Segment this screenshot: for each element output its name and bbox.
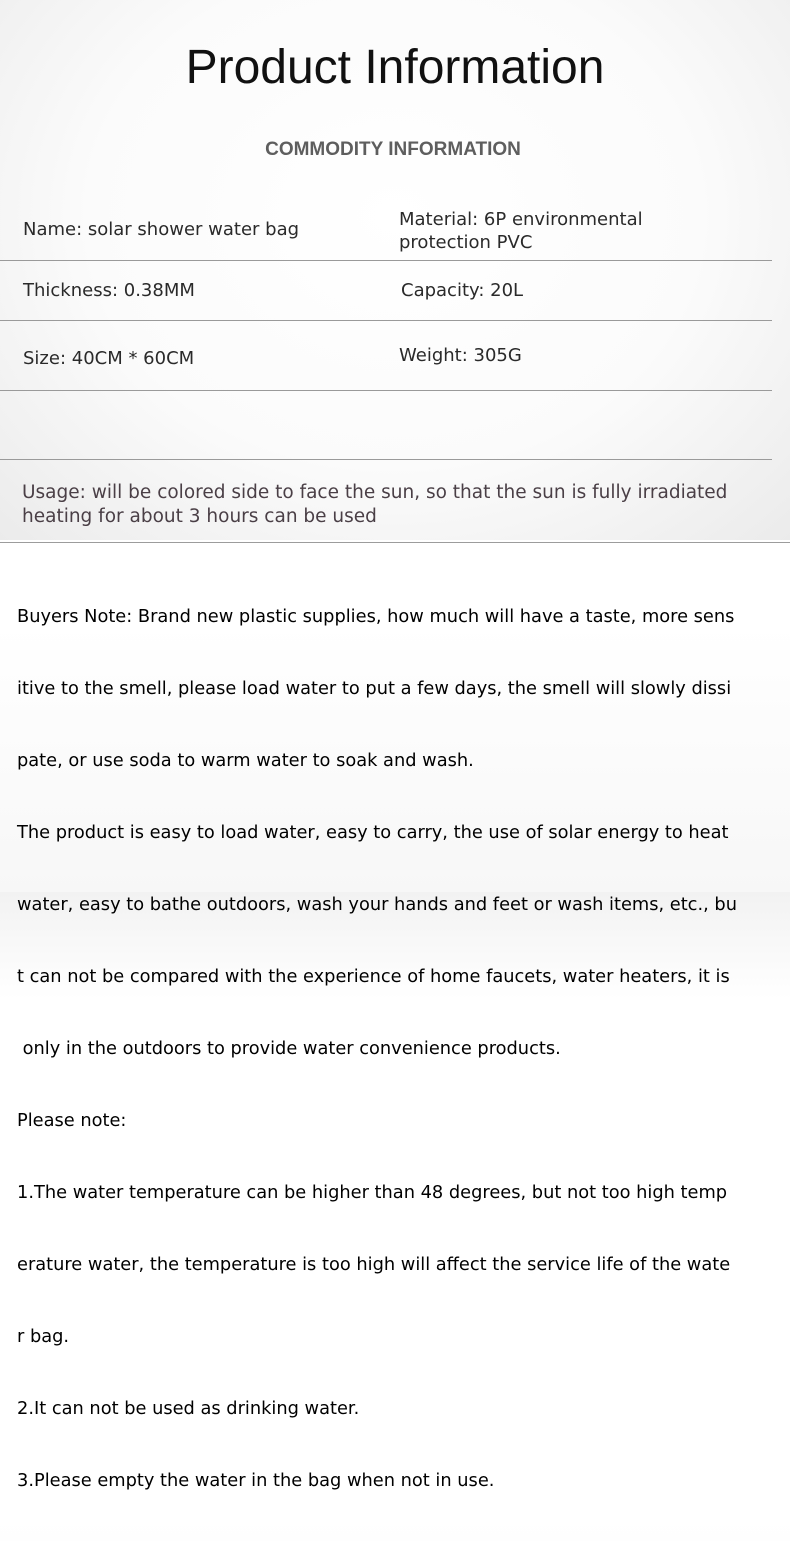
section-subtitle: COMMODITY INFORMATION xyxy=(265,139,521,160)
note-line: Please note: xyxy=(17,1110,127,1131)
spec-material-line2: protection PVC xyxy=(399,232,533,253)
spec-weight: Weight: 305G xyxy=(399,345,522,366)
table-divider xyxy=(0,320,772,321)
note-line: 3.Please empty the water in the bag when not in use. xyxy=(17,1470,495,1491)
usage-line: Usage: will be colored side to face the sun, so that the sun is fully irradiated xyxy=(22,482,728,503)
spec-thickness: Thickness: 0.38MM xyxy=(23,280,195,301)
note-line: Buyers Note: Brand new plastic supplies, how much will have a taste, more sens xyxy=(17,606,735,627)
spec-name: Name: solar shower water bag xyxy=(23,219,300,240)
section-divider xyxy=(0,542,790,543)
note-line: itive to the smell, please load water to put a few days, the smell will slowly dissi xyxy=(17,678,732,699)
page-title: Product Information xyxy=(185,41,605,94)
table-divider xyxy=(0,459,772,460)
note-line: pate, or use soda to warm water to soak and wash. xyxy=(17,750,474,771)
spec-size: Size: 40CM * 60CM xyxy=(23,348,195,369)
usage-text xyxy=(22,481,762,529)
note-line: t can not be compared with the experience of home faucets, water heaters, it is xyxy=(17,966,730,987)
spec-material-line1: Material: 6P environmental xyxy=(399,209,643,230)
note-line: erature water, the temperature is too high will affect the service life of the wate xyxy=(17,1254,731,1275)
buyers-notes xyxy=(17,557,777,1541)
table-divider xyxy=(0,260,772,261)
note-line: 2.It can not be used as drinking water. xyxy=(17,1398,360,1419)
note-line: 1.The water temperature can be higher than 48 degrees, but not too high temp xyxy=(17,1182,728,1203)
spec-capacity: Capacity: 20L xyxy=(401,280,524,301)
table-divider xyxy=(0,390,772,391)
note-line: r bag. xyxy=(17,1326,70,1347)
note-line: The product is easy to load water, easy to carry, the use of solar energy to heat xyxy=(17,822,729,843)
usage-line: heating for about 3 hours can be used xyxy=(22,506,377,527)
note-line: water, easy to bathe outdoors, wash your hands and feet or wash items, etc., bu xyxy=(17,894,737,915)
note-line: only in the outdoors to provide water convenience products. xyxy=(17,1038,561,1059)
